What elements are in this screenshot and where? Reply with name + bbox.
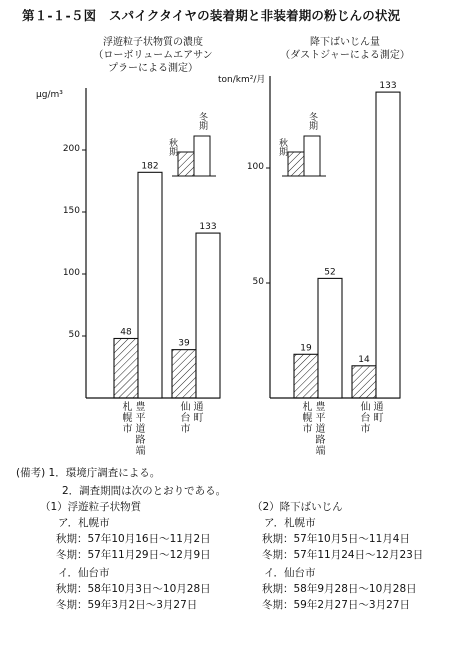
category-label: 豊平道路端 bbox=[135, 402, 146, 457]
note-line: 冬期：59年2月27日〜3月27日 bbox=[262, 599, 410, 611]
y-tick-label: 50 bbox=[252, 277, 264, 287]
bar-autumn bbox=[172, 350, 196, 398]
note-line: （2）降下ばいじん bbox=[252, 501, 343, 513]
data-label: 52 bbox=[324, 267, 336, 278]
legend-label-winter: 冬期 bbox=[197, 112, 207, 130]
note-line: イ．仙台市 bbox=[264, 567, 316, 579]
note-line: 秋期：58年9月28日〜10月28日 bbox=[262, 583, 417, 595]
note-line: イ．仙台市 bbox=[58, 567, 110, 579]
category-label: 札幌市 bbox=[302, 402, 313, 435]
y-tick-label: 150 bbox=[62, 206, 80, 216]
data-label: 39 bbox=[178, 338, 190, 349]
data-label: 182 bbox=[141, 161, 159, 172]
category-label: 豊平道路端 bbox=[315, 402, 326, 457]
category-label: 通町 bbox=[373, 402, 384, 424]
bar-autumn bbox=[114, 338, 138, 398]
category-label: 通町 bbox=[193, 402, 204, 424]
right-panel-title: 降下ばいじん量 （ダストジャーによる測定） bbox=[280, 37, 410, 61]
y-tick-label: 200 bbox=[62, 144, 80, 154]
data-label: 133 bbox=[199, 222, 217, 233]
legend-swatch-autumn bbox=[288, 152, 304, 176]
figure-title: 第１-１-５図 スパイクタイヤの装着期と非装着期の粉じんの状況 bbox=[22, 8, 401, 23]
left-unit-label: μg/m³ bbox=[36, 90, 63, 100]
data-label: 19 bbox=[300, 343, 312, 354]
note-line: 秋期：57年10月5日〜11月4日 bbox=[262, 533, 410, 545]
category-label: 札幌市 bbox=[122, 402, 133, 435]
note-line: 秋期：58年10月3日〜10月28日 bbox=[56, 583, 211, 595]
data-label: 48 bbox=[120, 327, 132, 338]
note-line: 秋期：57年10月16日〜11月2日 bbox=[56, 533, 211, 545]
y-tick-label: 50 bbox=[68, 330, 80, 340]
bar-autumn bbox=[294, 354, 318, 398]
note-line: 冬期：57年11月24日〜12月23日 bbox=[262, 549, 424, 561]
note-line: (備考) 1．環境庁調査による。 bbox=[16, 467, 161, 479]
note-line: 冬期：59年3月2日〜3月27日 bbox=[56, 599, 198, 611]
y-tick-label: 100 bbox=[62, 268, 80, 278]
note-line: ア．札幌市 bbox=[264, 517, 316, 529]
data-label: 133 bbox=[379, 81, 397, 92]
legend-swatch-autumn bbox=[178, 152, 194, 176]
legend-swatch-winter bbox=[304, 136, 320, 176]
bar-autumn bbox=[352, 366, 376, 398]
data-label: 14 bbox=[358, 354, 370, 365]
note-line: 冬期：57年11月29日〜12月9日 bbox=[56, 549, 211, 561]
legend-label-autumn: 秋期 bbox=[277, 138, 287, 156]
left-panel-title: 浮遊粒子状物質の濃度 （ローボリュームエアサン プラーによる測定） bbox=[93, 37, 213, 74]
note-line: 2．調査期間は次のとおりである。 bbox=[62, 485, 227, 497]
note-line: ア．札幌市 bbox=[58, 517, 110, 529]
category-label: 仙台市 bbox=[360, 402, 371, 435]
y-tick-label: 100 bbox=[246, 162, 264, 172]
bar-winter bbox=[376, 92, 400, 398]
note-line: （1）浮遊粒子状物質 bbox=[40, 501, 142, 513]
legend-label-winter: 冬期 bbox=[307, 112, 317, 130]
bar-winter bbox=[318, 278, 342, 398]
bar-winter bbox=[196, 233, 220, 398]
right-unit-label: ton/km²/月 bbox=[218, 75, 266, 85]
legend-label-autumn: 秋期 bbox=[167, 138, 177, 156]
category-label: 仙台市 bbox=[180, 402, 191, 435]
bar-winter bbox=[138, 172, 162, 398]
legend-swatch-winter bbox=[194, 136, 210, 176]
